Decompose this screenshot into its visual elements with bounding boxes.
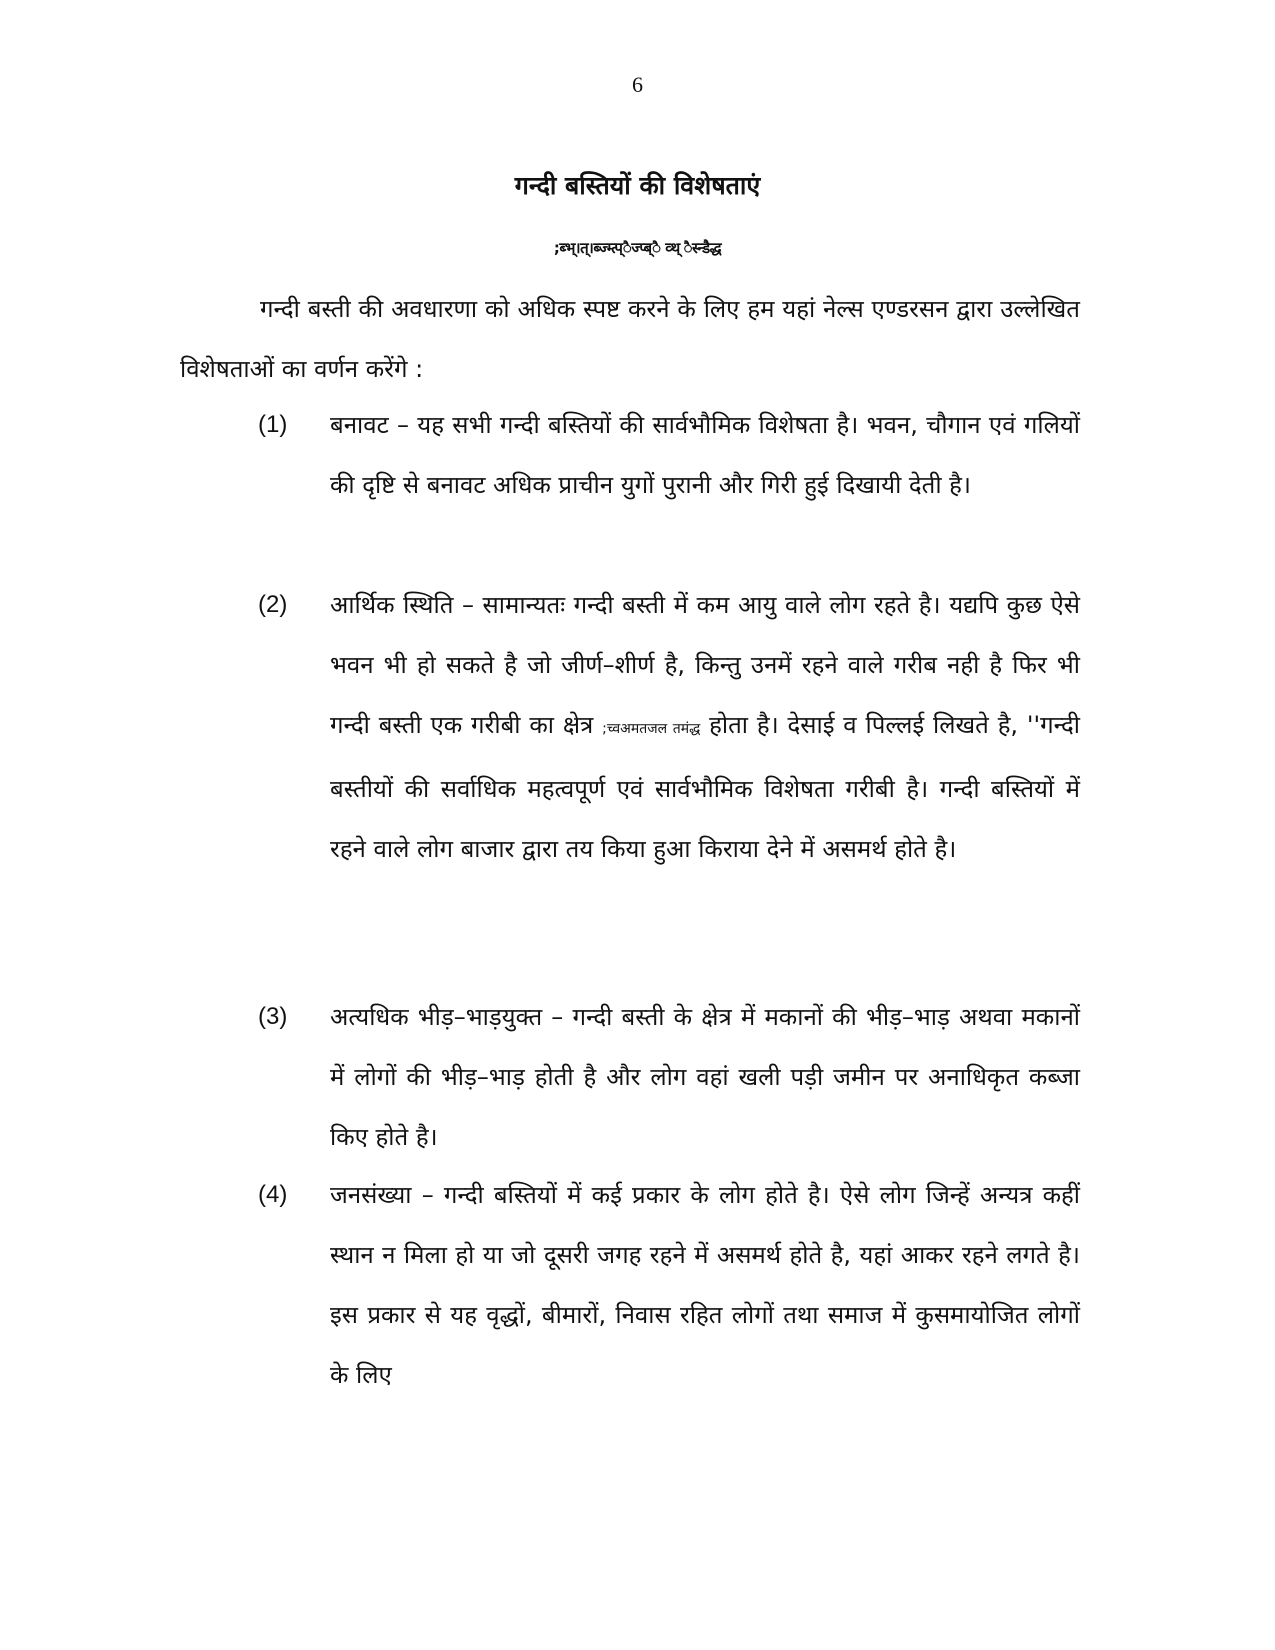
item-number-3: (3): [258, 1003, 288, 1030]
item-text-2-encoded: ;च्वअमतजल तमंद्ध: [602, 721, 701, 737]
page-number: 6: [632, 72, 643, 97]
page-title: गन्दी बस्तियों की विशेषताएं: [514, 171, 761, 200]
item-text-4: जनसंख्या – गन्दी बस्तियों में कई प्रकार के लोग होते है। ऐसे लोग जिन्हें अन्यत्र कहीं स्थान न मिला हो या जो दूसरी जगह रहने में असमर्थ होते है, यहां आकर रहने लगते है। इस प्रकार से यह वृद्धों, बीमारों, निवास रहित लोगों तथा समाज में कुसमायोजित लोगों के लिए: [330, 1181, 1080, 1389]
item-number-1: (1): [258, 411, 288, 438]
subtitle-encoded: ;ब्भ्।त्।ब्ज्म्त्प्ैज्प्ब्ै व्थ् ैस्न्डैद्ध: [553, 239, 722, 257]
item-number-4: (4): [258, 1181, 288, 1208]
item-text-2-part-a: आर्थिक स्थिति – सामान्यतः गन्दी बस्ती में कम आयु वाले लोग रहते है। यद्यपि कुछ ऐसे भवन भी हो सकते है जो जीर्ण–शीर्ण है, किन्तु उनमें रहने वाले गरीब नही है फिर भी गन्दी बस्ती एक गरीबी का क्षेत्र: [330, 591, 1080, 739]
item-text-2-part-b: होता है। देसाई व पिल्लई लिखते है, ''गन्दी बस्तीयों की सर्वाधिक महत्वपूर्ण एवं सार्वभौमिक विशेषता गरीबी है। गन्दी बस्तियों में रहने वाले लोग बाजार द्वारा तय किया हुआ किराया देने में असमर्थ होते है।: [330, 711, 1080, 863]
item-text-1: बनावट – यह सभी गन्दी बस्तियों की सार्वभौमिक विशेषता है। भवन, चौगान एवं गलियों की दृष्टि से बनावट अधिक प्राचीन युगों पुरानी और गिरी हुई दिखायी देती है।: [330, 411, 1080, 499]
item-text-2: [330, 575, 1080, 879]
item-text-3: अत्यधिक भीड़–भाड़युक्त – गन्दी बस्ती के क्षेत्र में मकानों की भीड़–भाड़ अथवा मकानों में लोगों की भीड़–भाड़ होती है और लोग वहां खली पड़ी जमीन पर अनाधिकृत कब्जा किए होते है।: [330, 1003, 1080, 1151]
intro-paragraph: गन्दी बस्ती की अवधारणा को अधिक स्पष्ट करने के लिए हम यहां नेल्स एण्डरसन द्वारा उल्लेखित विशेषताओं का वर्णन करेंगे :: [180, 295, 1080, 383]
item-number-2: (2): [258, 591, 288, 618]
